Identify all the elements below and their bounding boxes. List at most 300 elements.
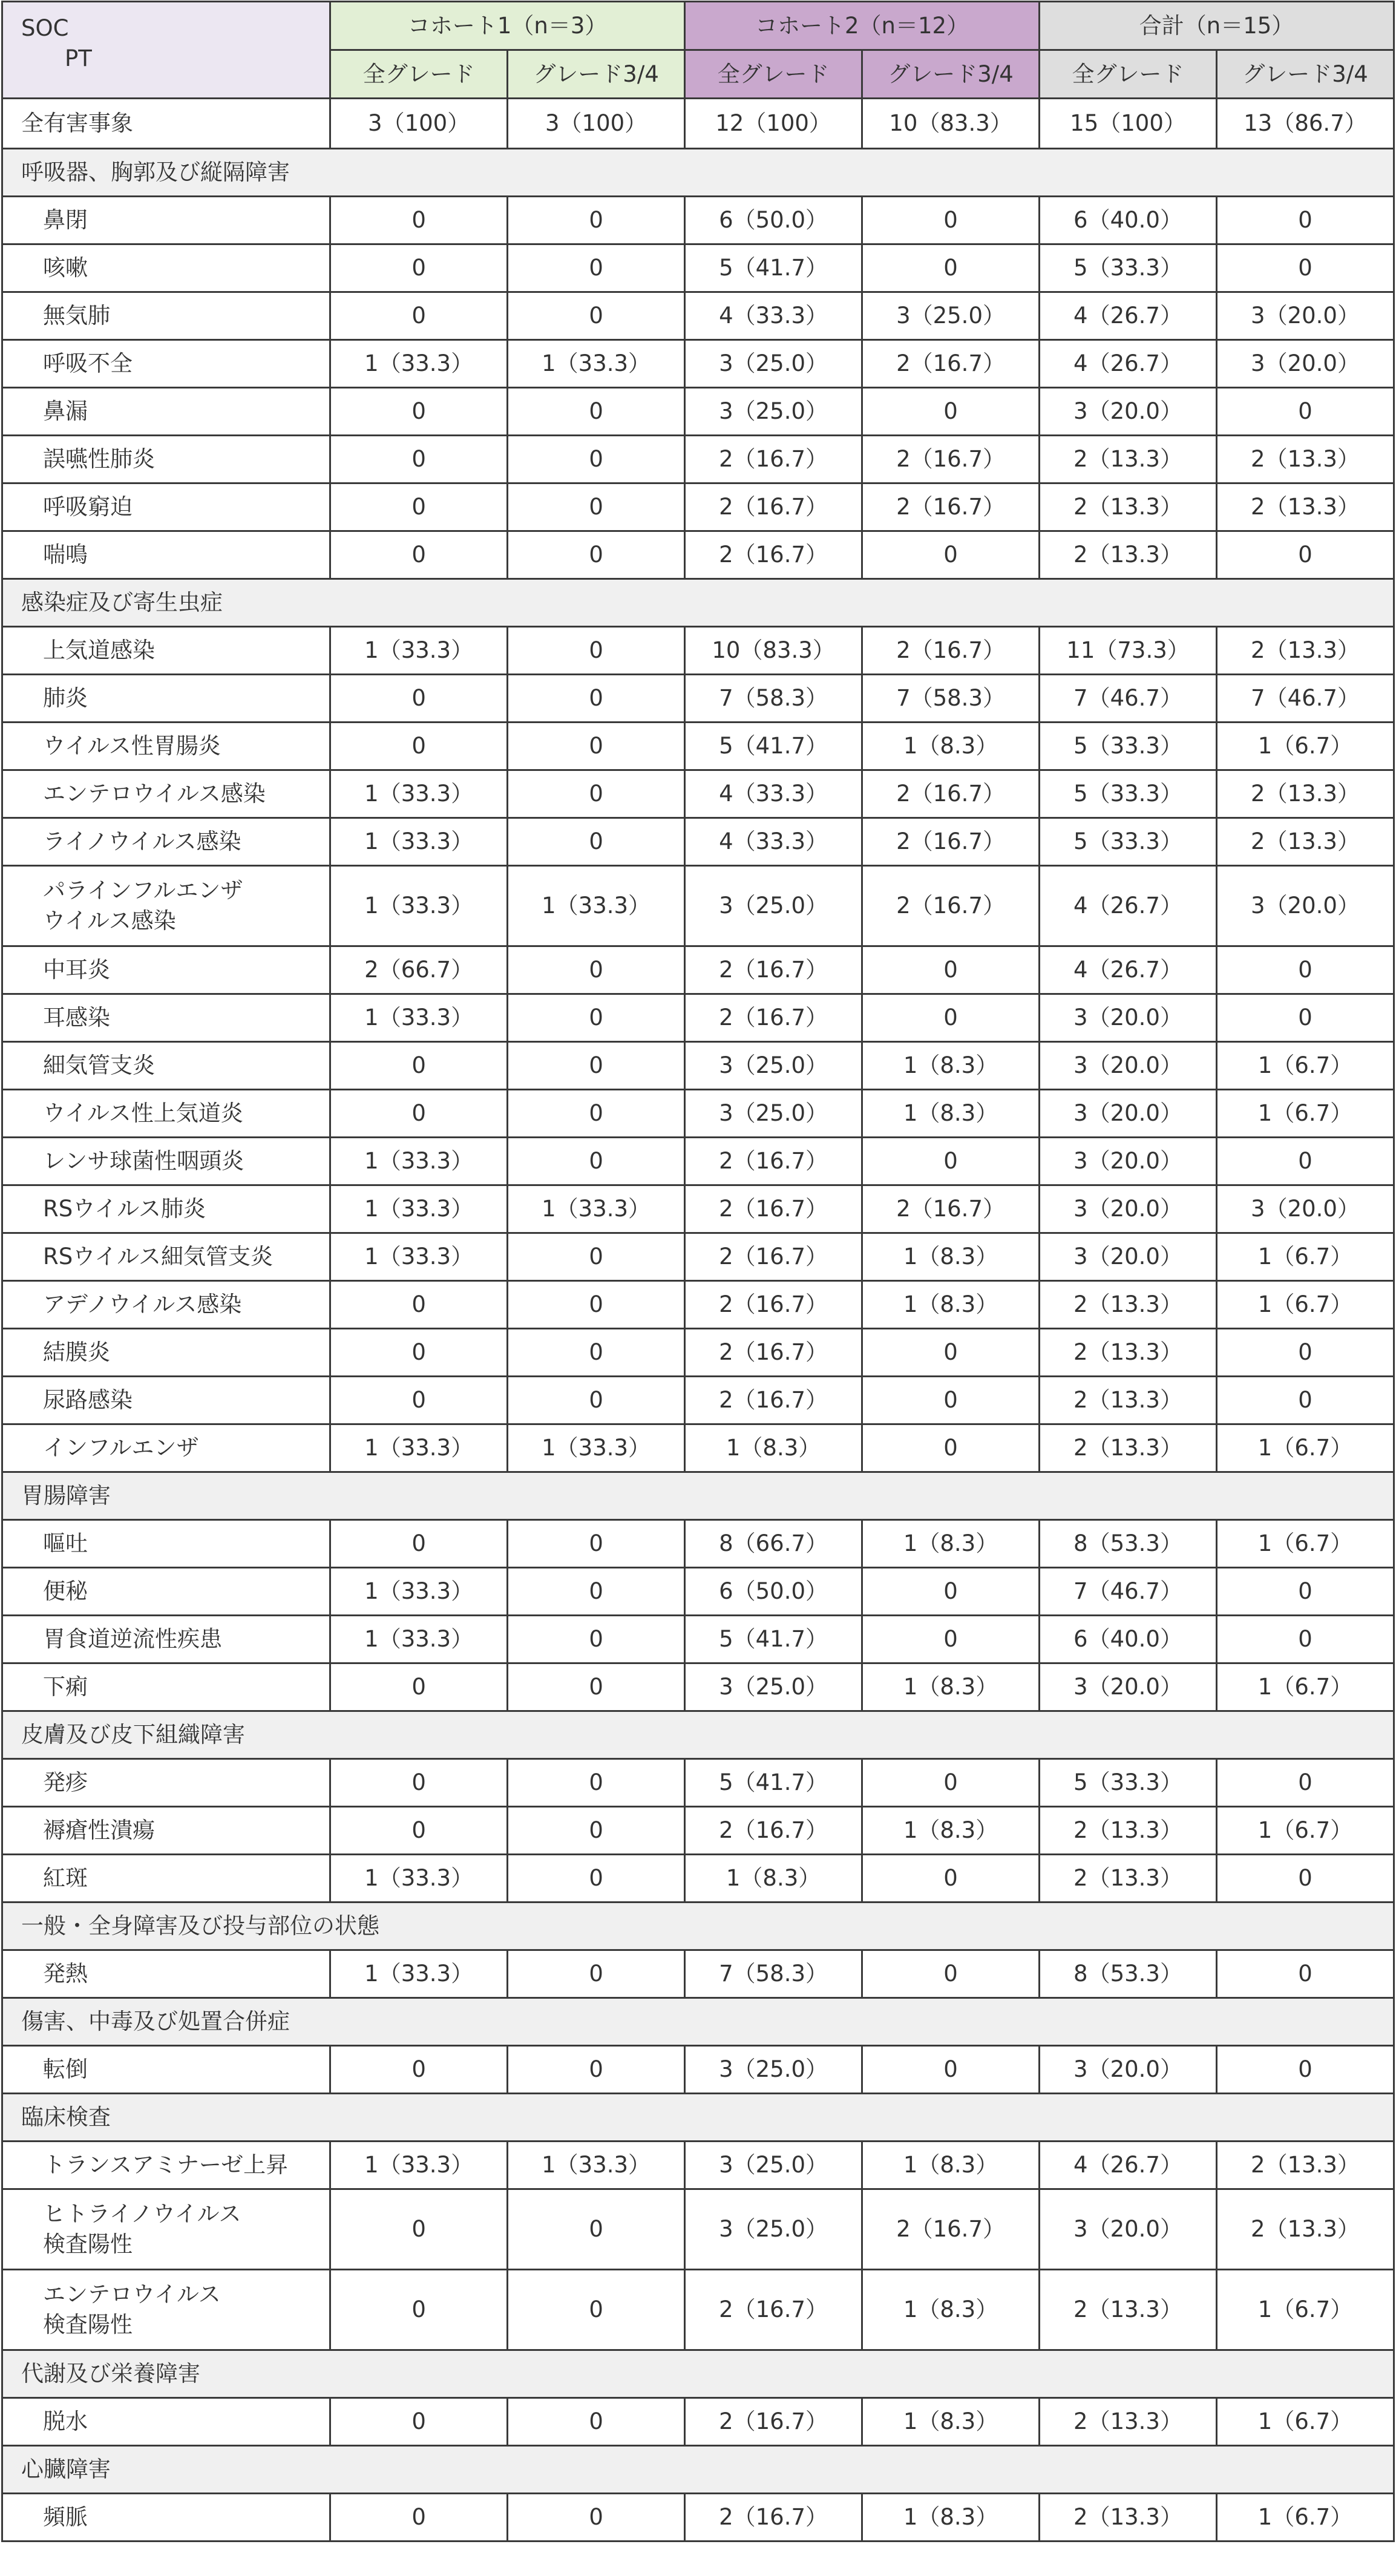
table-cell: 3（20.0） bbox=[1040, 1138, 1217, 1185]
table-cell: 3（20.0） bbox=[1040, 2189, 1217, 2270]
table-cell: 3（20.0） bbox=[1040, 1185, 1217, 1233]
table-cell: 0 bbox=[862, 531, 1040, 579]
table-cell: 0 bbox=[330, 531, 508, 579]
table-cell: 1（6.7） bbox=[1217, 2398, 1394, 2446]
table-cell: 0 bbox=[1217, 1377, 1394, 1424]
table-cell: 0 bbox=[508, 1520, 685, 1568]
table-cell: 0 bbox=[1217, 1568, 1394, 1616]
table-cell: 1（33.3） bbox=[330, 1568, 508, 1616]
table-row bbox=[2, 244, 1394, 292]
table-cell: 2（16.7） bbox=[685, 531, 862, 579]
soc-label: 呼吸器、胸郭及び縦隔障害 bbox=[2, 149, 1394, 197]
table-row bbox=[2, 770, 1394, 818]
cohort1-all-grade-header: 全グレード bbox=[330, 50, 508, 99]
table-cell: 0 bbox=[330, 675, 508, 723]
table-cell: 0 bbox=[508, 1855, 685, 1903]
table-cell: 0 bbox=[330, 483, 508, 531]
soc-row bbox=[2, 1998, 1394, 2046]
pt-label: 無気肺 bbox=[2, 292, 330, 340]
table-cell: 3（20.0） bbox=[1217, 1185, 1394, 1233]
table-cell: 0 bbox=[330, 2189, 508, 2270]
table-cell: 0 bbox=[862, 1568, 1040, 1616]
pt-label: 胃食道逆流性疾患 bbox=[2, 1616, 330, 1663]
pt-label: 上気道感染 bbox=[2, 627, 330, 675]
table-cell: 0 bbox=[508, 483, 685, 531]
table-cell: 0 bbox=[330, 2046, 508, 2094]
table-cell: 1（6.7） bbox=[1217, 2494, 1394, 2542]
pt-label: 発熱 bbox=[2, 1950, 330, 1998]
table-cell: 0 bbox=[508, 1042, 685, 1090]
table-cell: 1（33.3） bbox=[330, 866, 508, 946]
table-cell: 3（25.0） bbox=[685, 866, 862, 946]
table-cell: 4（26.7） bbox=[1040, 340, 1217, 388]
table-cell: 1（33.3） bbox=[330, 627, 508, 675]
table-cell: 0 bbox=[1217, 388, 1394, 436]
pt-label: 鼻閉 bbox=[2, 197, 330, 244]
table-cell: 2（16.7） bbox=[685, 483, 862, 531]
table-row bbox=[2, 866, 1394, 946]
table-cell: 0 bbox=[1217, 531, 1394, 579]
table-cell: 0 bbox=[508, 292, 685, 340]
table-row bbox=[2, 1759, 1394, 1807]
table-cell: 1（8.3） bbox=[862, 723, 1040, 770]
table-cell: 10（83.3） bbox=[685, 627, 862, 675]
table-cell: 2（13.3） bbox=[1040, 1855, 1217, 1903]
table-cell: 2（13.3） bbox=[1040, 531, 1217, 579]
table-cell: 2（13.3） bbox=[1217, 627, 1394, 675]
table-cell: 2（16.7） bbox=[685, 1138, 862, 1185]
table-cell: 2（13.3） bbox=[1040, 436, 1217, 483]
table-cell: 3（25.0） bbox=[685, 1090, 862, 1138]
table-cell: 7（46.7） bbox=[1217, 675, 1394, 723]
table-cell: 3（20.0） bbox=[1040, 2046, 1217, 2094]
pt-header-label: PT bbox=[65, 45, 92, 71]
table-cell: 1（33.3） bbox=[330, 340, 508, 388]
table-cell: 0 bbox=[330, 244, 508, 292]
table-cell: 0 bbox=[508, 1663, 685, 1711]
table-cell: 3（100） bbox=[508, 99, 685, 149]
table-cell: 4（33.3） bbox=[685, 818, 862, 866]
table-cell: 0 bbox=[508, 1807, 685, 1855]
table-cell: 2（66.7） bbox=[330, 946, 508, 994]
total-header: 合計（n＝15） bbox=[1040, 2, 1394, 50]
table-cell: 0 bbox=[508, 197, 685, 244]
soc-label: 皮膚及び皮下組織障害 bbox=[2, 1711, 1394, 1759]
table-cell: 2（16.7） bbox=[685, 2494, 862, 2542]
table-cell: 1（33.3） bbox=[330, 2142, 508, 2189]
table-cell: 0 bbox=[508, 675, 685, 723]
table-cell: 13（86.7） bbox=[1217, 99, 1394, 149]
pt-label: 中耳炎 bbox=[2, 946, 330, 994]
table-cell: 2（16.7） bbox=[862, 866, 1040, 946]
table-row bbox=[2, 531, 1394, 579]
table-cell: 0 bbox=[330, 1090, 508, 1138]
table-cell: 2（13.3） bbox=[1040, 1377, 1217, 1424]
table-cell: 3（25.0） bbox=[685, 2189, 862, 2270]
pt-label: 尿路感染 bbox=[2, 1377, 330, 1424]
table-cell: 1（8.3） bbox=[862, 2398, 1040, 2446]
table-cell: 1（6.7） bbox=[1217, 1424, 1394, 1472]
soc-row bbox=[2, 1472, 1394, 1520]
all-events-label: 全有害事象 bbox=[2, 99, 330, 149]
table-cell: 5（33.3） bbox=[1040, 244, 1217, 292]
pt-label: 下痢 bbox=[2, 1663, 330, 1711]
table-cell: 2（13.3） bbox=[1040, 483, 1217, 531]
table-row bbox=[2, 1520, 1394, 1568]
table-cell: 0 bbox=[508, 2189, 685, 2270]
pt-label: トランスアミナーゼ上昇 bbox=[2, 2142, 330, 2189]
table-cell: 3（25.0） bbox=[685, 2142, 862, 2189]
table-row bbox=[2, 1329, 1394, 1377]
table-cell: 0 bbox=[508, 2494, 685, 2542]
table-cell: 0 bbox=[862, 946, 1040, 994]
table-cell: 0 bbox=[508, 770, 685, 818]
table-cell: 6（40.0） bbox=[1040, 197, 1217, 244]
soc-row bbox=[2, 149, 1394, 197]
cohort2-all-grade-header: 全グレード bbox=[685, 50, 862, 99]
table-cell: 0 bbox=[508, 531, 685, 579]
table-cell: 10（83.3） bbox=[862, 99, 1040, 149]
table-cell: 3（25.0） bbox=[685, 2046, 862, 2094]
table-row bbox=[2, 197, 1394, 244]
table-row bbox=[2, 946, 1394, 994]
table-cell: 5（33.3） bbox=[1040, 1759, 1217, 1807]
table-cell: 0 bbox=[862, 388, 1040, 436]
table-cell: 0 bbox=[862, 1424, 1040, 1472]
table-cell: 0 bbox=[508, 2398, 685, 2446]
table-cell: 2（16.7） bbox=[862, 1185, 1040, 1233]
table-cell: 1（6.7） bbox=[1217, 2270, 1394, 2350]
table-cell: 0 bbox=[1217, 197, 1394, 244]
table-cell: 0 bbox=[508, 818, 685, 866]
table-cell: 0 bbox=[508, 388, 685, 436]
table-cell: 0 bbox=[1217, 994, 1394, 1042]
table-row bbox=[2, 1090, 1394, 1138]
table-cell: 4（26.7） bbox=[1040, 292, 1217, 340]
table-cell: 0 bbox=[508, 244, 685, 292]
pt-label: 頻脈 bbox=[2, 2494, 330, 2542]
table-cell: 6（50.0） bbox=[685, 1568, 862, 1616]
table-row bbox=[2, 818, 1394, 866]
table-cell: 2（16.7） bbox=[685, 1377, 862, 1424]
cohort1-grade34-header: グレード3/4 bbox=[508, 50, 685, 99]
table-cell: 0 bbox=[862, 1616, 1040, 1663]
pt-label: ヒトライノウイルス 検査陽性 bbox=[2, 2189, 330, 2270]
table-cell: 2（13.3） bbox=[1040, 1281, 1217, 1329]
table-cell: 3（20.0） bbox=[1040, 1233, 1217, 1281]
table-cell: 2（16.7） bbox=[685, 1233, 862, 1281]
table-cell: 1（8.3） bbox=[862, 1281, 1040, 1329]
table-cell: 0 bbox=[330, 1807, 508, 1855]
table-cell: 2（13.3） bbox=[1040, 2398, 1217, 2446]
table-cell: 2（16.7） bbox=[862, 436, 1040, 483]
table-cell: 0 bbox=[330, 388, 508, 436]
table-cell: 0 bbox=[330, 2270, 508, 2350]
table-cell: 0 bbox=[1217, 1616, 1394, 1663]
table-cell: 0 bbox=[508, 1616, 685, 1663]
soc-label: 感染症及び寄生虫症 bbox=[2, 579, 1394, 627]
table-cell: 0 bbox=[508, 627, 685, 675]
table-row bbox=[2, 388, 1394, 436]
soc-label: 胃腸障害 bbox=[2, 1472, 1394, 1520]
pt-label: 呼吸窮迫 bbox=[2, 483, 330, 531]
table-cell: 1（8.3） bbox=[862, 1663, 1040, 1711]
table-cell: 2（13.3） bbox=[1040, 2494, 1217, 2542]
table-cell: 2（13.3） bbox=[1040, 1424, 1217, 1472]
table-cell: 1（8.3） bbox=[862, 1233, 1040, 1281]
soc-label: 代謝及び栄養障害 bbox=[2, 2350, 1394, 2398]
table-cell: 2（16.7） bbox=[685, 2398, 862, 2446]
table-cell: 3（20.0） bbox=[1040, 1663, 1217, 1711]
table-cell: 1（8.3） bbox=[862, 1807, 1040, 1855]
table-body bbox=[2, 99, 1394, 2542]
pt-label: RSウイルス細気管支炎 bbox=[2, 1233, 330, 1281]
table-cell: 6（50.0） bbox=[685, 197, 862, 244]
table-cell: 2（13.3） bbox=[1217, 770, 1394, 818]
table-cell: 15（100） bbox=[1040, 99, 1217, 149]
table-row bbox=[2, 1233, 1394, 1281]
table-cell: 1（33.3） bbox=[330, 770, 508, 818]
table-row bbox=[2, 675, 1394, 723]
table-cell: 3（20.0） bbox=[1217, 866, 1394, 946]
table-cell: 2（13.3） bbox=[1040, 2270, 1217, 2350]
table-cell: 1（6.7） bbox=[1217, 1281, 1394, 1329]
table-cell: 4（33.3） bbox=[685, 292, 862, 340]
pt-label: ウイルス性上気道炎 bbox=[2, 1090, 330, 1138]
pt-label: 呼吸不全 bbox=[2, 340, 330, 388]
table-cell: 0 bbox=[1217, 1329, 1394, 1377]
soc-row bbox=[2, 2350, 1394, 2398]
table-cell: 2（16.7） bbox=[685, 1185, 862, 1233]
table-row bbox=[2, 1042, 1394, 1090]
table-cell: 0 bbox=[1217, 1855, 1394, 1903]
table-cell: 0 bbox=[330, 2494, 508, 2542]
pt-label: 細気管支炎 bbox=[2, 1042, 330, 1090]
table-cell: 1（6.7） bbox=[1217, 1663, 1394, 1711]
table-cell: 1（6.7） bbox=[1217, 1233, 1394, 1281]
table-row bbox=[2, 1281, 1394, 1329]
table-cell: 3（20.0） bbox=[1040, 1090, 1217, 1138]
pt-label: レンサ球菌性咽頭炎 bbox=[2, 1138, 330, 1185]
pt-label: アデノウイルス感染 bbox=[2, 1281, 330, 1329]
table-cell: 0 bbox=[862, 1950, 1040, 1998]
table-cell: 2（16.7） bbox=[685, 1329, 862, 1377]
table-cell: 5（41.7） bbox=[685, 723, 862, 770]
table-cell: 1（6.7） bbox=[1217, 1807, 1394, 1855]
soc-row bbox=[2, 2094, 1394, 2142]
table-cell: 2（13.3） bbox=[1217, 818, 1394, 866]
table-row bbox=[2, 2398, 1394, 2446]
table-row bbox=[2, 1138, 1394, 1185]
soc-label: 心臓障害 bbox=[2, 2446, 1394, 2494]
table-row bbox=[2, 723, 1394, 770]
table-cell: 0 bbox=[508, 1377, 685, 1424]
table-cell: 2（13.3） bbox=[1217, 2189, 1394, 2270]
table-cell: 2（16.7） bbox=[685, 2270, 862, 2350]
table-cell: 5（41.7） bbox=[685, 1616, 862, 1663]
table-cell: 0 bbox=[330, 292, 508, 340]
pt-label: インフルエンザ bbox=[2, 1424, 330, 1472]
all-events-row bbox=[2, 99, 1394, 149]
table-cell: 1（33.3） bbox=[330, 1855, 508, 1903]
table-cell: 0 bbox=[508, 1759, 685, 1807]
table-row bbox=[2, 1950, 1394, 1998]
table-row bbox=[2, 292, 1394, 340]
table-cell: 3（20.0） bbox=[1040, 994, 1217, 1042]
table-cell: 3（25.0） bbox=[862, 292, 1040, 340]
table-cell: 1（33.3） bbox=[330, 1185, 508, 1233]
table-cell: 0 bbox=[508, 994, 685, 1042]
header-row-cohorts bbox=[2, 2, 1394, 50]
pt-label: ライノウイルス感染 bbox=[2, 818, 330, 866]
total-grade34-header: グレード3/4 bbox=[1217, 50, 1394, 99]
table-cell: 3（25.0） bbox=[685, 340, 862, 388]
table-cell: 0 bbox=[508, 1568, 685, 1616]
table-cell: 5（33.3） bbox=[1040, 770, 1217, 818]
table-cell: 7（58.3） bbox=[685, 1950, 862, 1998]
table-cell: 3（20.0） bbox=[1040, 1042, 1217, 1090]
table-cell: 1（8.3） bbox=[862, 2270, 1040, 2350]
table-cell: 0 bbox=[862, 2046, 1040, 2094]
pt-label: 咳嗽 bbox=[2, 244, 330, 292]
table-cell: 2（16.7） bbox=[685, 1807, 862, 1855]
table-cell: 8（53.3） bbox=[1040, 1520, 1217, 1568]
table-row bbox=[2, 2494, 1394, 2542]
table-cell: 0 bbox=[508, 1329, 685, 1377]
table-row bbox=[2, 1616, 1394, 1663]
table-cell: 0 bbox=[508, 1281, 685, 1329]
table-cell: 5（33.3） bbox=[1040, 723, 1217, 770]
table-cell: 6（40.0） bbox=[1040, 1616, 1217, 1663]
soc-row bbox=[2, 2446, 1394, 2494]
table-cell: 1（33.3） bbox=[330, 1950, 508, 1998]
pt-label: 紅斑 bbox=[2, 1855, 330, 1903]
total-all-grade-header: 全グレード bbox=[1040, 50, 1217, 99]
table-cell: 11（73.3） bbox=[1040, 627, 1217, 675]
table-cell: 0 bbox=[330, 436, 508, 483]
table-row bbox=[2, 436, 1394, 483]
soc-row bbox=[2, 579, 1394, 627]
table-cell: 0 bbox=[862, 197, 1040, 244]
pt-label: ウイルス性胃腸炎 bbox=[2, 723, 330, 770]
soc-label: 臨床検査 bbox=[2, 2094, 1394, 2142]
table-cell: 5（41.7） bbox=[685, 1759, 862, 1807]
table-cell: 1（8.3） bbox=[862, 2494, 1040, 2542]
table-row bbox=[2, 1807, 1394, 1855]
table-cell: 4（26.7） bbox=[1040, 946, 1217, 994]
table-cell: 1（33.3） bbox=[508, 866, 685, 946]
table-cell: 2（16.7） bbox=[862, 818, 1040, 866]
table-cell: 1（6.7） bbox=[1217, 1042, 1394, 1090]
table-row bbox=[2, 994, 1394, 1042]
table-cell: 1（33.3） bbox=[330, 994, 508, 1042]
pt-label: 発疹 bbox=[2, 1759, 330, 1807]
pt-label: 便秘 bbox=[2, 1568, 330, 1616]
table-cell: 0 bbox=[862, 244, 1040, 292]
cohort1-header: コホート1（n＝3） bbox=[330, 2, 685, 50]
table-cell: 0 bbox=[330, 1329, 508, 1377]
table-row bbox=[2, 627, 1394, 675]
table-cell: 0 bbox=[330, 723, 508, 770]
table-cell: 0 bbox=[1217, 1759, 1394, 1807]
soc-label: 一般・全身障害及び投与部位の状態 bbox=[2, 1903, 1394, 1950]
pt-label: 鼻漏 bbox=[2, 388, 330, 436]
soc-row bbox=[2, 1711, 1394, 1759]
table-cell: 0 bbox=[1217, 244, 1394, 292]
table-cell: 3（20.0） bbox=[1040, 388, 1217, 436]
table-row bbox=[2, 1424, 1394, 1472]
table-cell: 3（20.0） bbox=[1217, 340, 1394, 388]
table-row bbox=[2, 1185, 1394, 1233]
table-cell: 7（58.3） bbox=[685, 675, 862, 723]
cohort2-header: コホート2（n＝12） bbox=[685, 2, 1040, 50]
table-row bbox=[2, 1663, 1394, 1711]
pt-label: エンテロウイルス 検査陽性 bbox=[2, 2270, 330, 2350]
table-cell: 0 bbox=[330, 1520, 508, 1568]
table-cell: 0 bbox=[862, 1329, 1040, 1377]
pt-label: 転倒 bbox=[2, 2046, 330, 2094]
table-cell: 3（100） bbox=[330, 99, 508, 149]
table-cell: 0 bbox=[330, 2398, 508, 2446]
table-cell: 0 bbox=[330, 1281, 508, 1329]
table-cell: 1（33.3） bbox=[508, 340, 685, 388]
table-cell: 5（33.3） bbox=[1040, 818, 1217, 866]
table-cell: 8（66.7） bbox=[685, 1520, 862, 1568]
table-cell: 0 bbox=[862, 1855, 1040, 1903]
table-cell: 7（58.3） bbox=[862, 675, 1040, 723]
table-cell: 2（13.3） bbox=[1217, 436, 1394, 483]
table-row bbox=[2, 340, 1394, 388]
table-cell: 0 bbox=[1217, 1950, 1394, 1998]
table-cell: 0 bbox=[862, 1377, 1040, 1424]
pt-label: 結膜炎 bbox=[2, 1329, 330, 1377]
soc-label: 傷害、中毒及び処置合併症 bbox=[2, 1998, 1394, 2046]
table-cell: 0 bbox=[330, 1663, 508, 1711]
pt-label: 嘔吐 bbox=[2, 1520, 330, 1568]
pt-label: 耳感染 bbox=[2, 994, 330, 1042]
table-cell: 2（13.3） bbox=[1217, 2142, 1394, 2189]
table-row bbox=[2, 2270, 1394, 2350]
table-cell: 3（25.0） bbox=[685, 388, 862, 436]
pt-label: 脱水 bbox=[2, 2398, 330, 2446]
table-cell: 1（33.3） bbox=[330, 1233, 508, 1281]
table-cell: 2（16.7） bbox=[862, 340, 1040, 388]
adverse-events-table bbox=[1, 1, 1395, 2542]
table-cell: 0 bbox=[1217, 946, 1394, 994]
table-cell: 2（16.7） bbox=[862, 483, 1040, 531]
table-cell: 8（53.3） bbox=[1040, 1950, 1217, 1998]
table-cell: 0 bbox=[862, 1138, 1040, 1185]
cohort2-grade34-header: グレード3/4 bbox=[862, 50, 1040, 99]
table-row bbox=[2, 1377, 1394, 1424]
table-cell: 0 bbox=[330, 1042, 508, 1090]
table-cell: 2（16.7） bbox=[685, 946, 862, 994]
table-cell: 0 bbox=[508, 436, 685, 483]
pt-label: 褥瘡性潰瘍 bbox=[2, 1807, 330, 1855]
table-cell: 0 bbox=[330, 1759, 508, 1807]
table-cell: 2（16.7） bbox=[685, 1281, 862, 1329]
soc-header-label: SOC bbox=[21, 15, 69, 41]
table-cell: 0 bbox=[508, 1233, 685, 1281]
table-cell: 0 bbox=[508, 1090, 685, 1138]
table-cell: 0 bbox=[508, 1138, 685, 1185]
table-cell: 0 bbox=[862, 994, 1040, 1042]
pt-label: 肺炎 bbox=[2, 675, 330, 723]
table-cell: 0 bbox=[330, 1377, 508, 1424]
table-cell: 3（25.0） bbox=[685, 1042, 862, 1090]
table-cell: 0 bbox=[508, 1950, 685, 1998]
table-row bbox=[2, 483, 1394, 531]
